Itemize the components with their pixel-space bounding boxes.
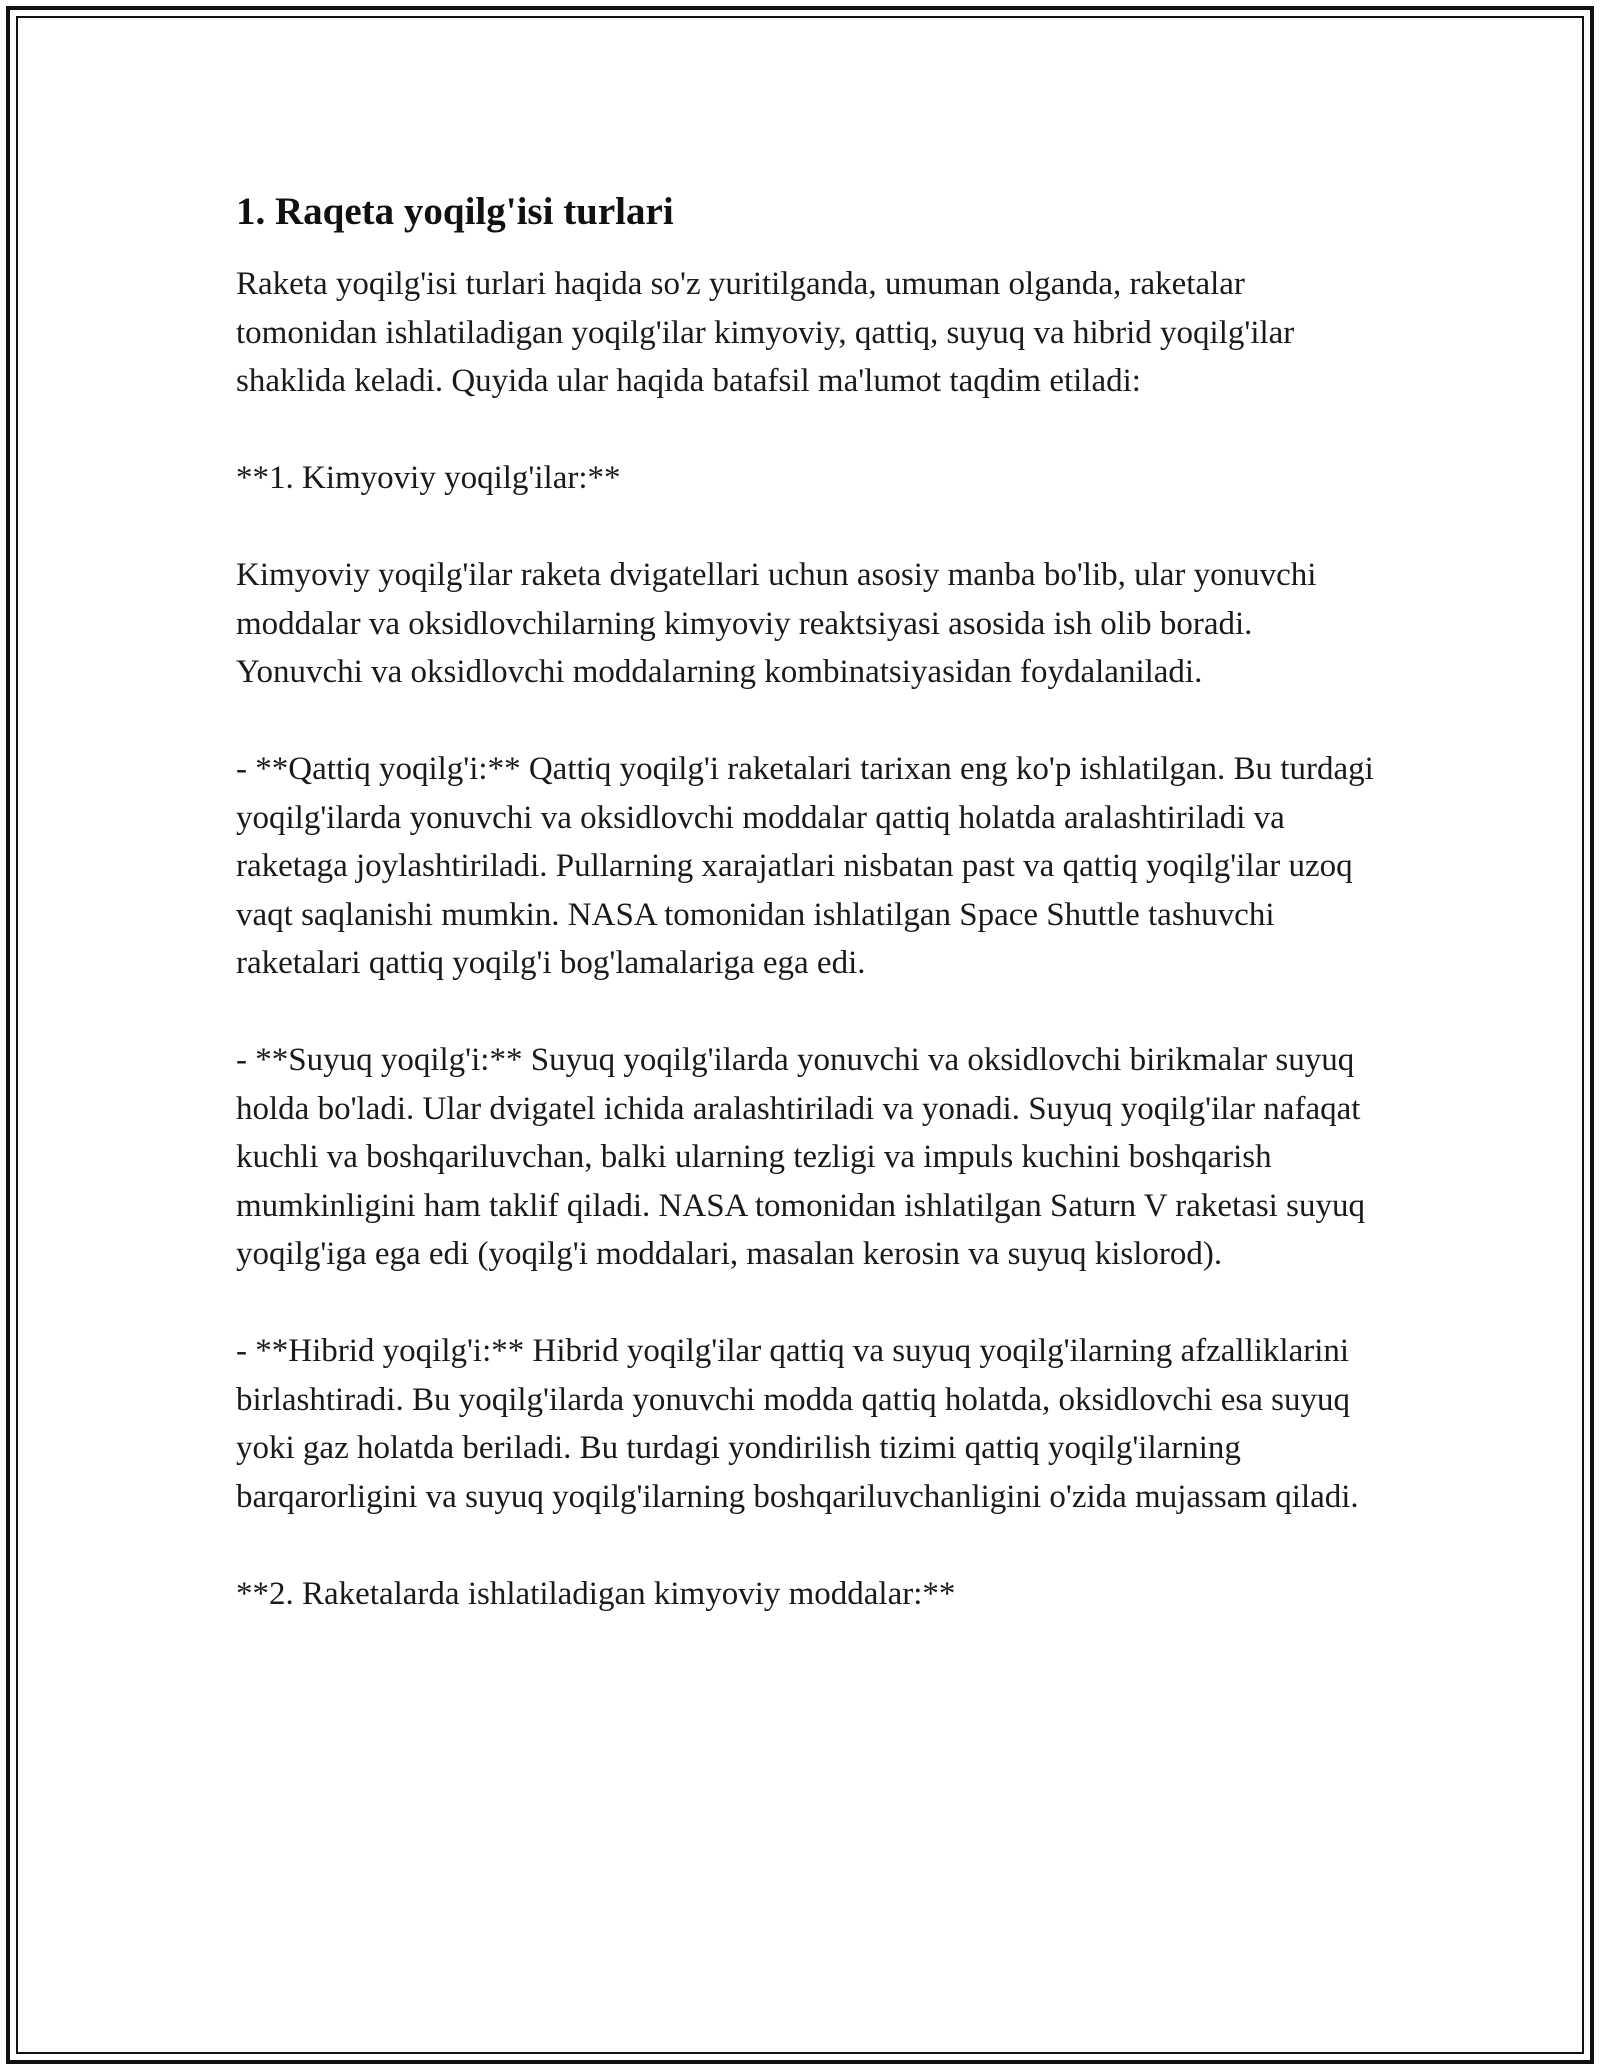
- subheading-chemical-substances: **2. Raketalarda ishlatiladigan kimyoviy moddalar:**: [236, 1575, 956, 1612]
- chemical-fuels-paragraph: Kimyoviy yoqilg'ilar raketa dvigatellari uchun asosiy manba bo'lib, ular yonuvchi moddalar va oksidlovchilarning kimyoviy reaktsiyasi asosida ish olib boradi. Yonuvchi va oksidlovchi moddalarning kombinatsiyasidan foydalaniladi.: [236, 557, 1317, 690]
- hybrid-fuel-paragraph: - **Hibrid yoqilg'i:** Hibrid yoqilg'ilar qattiq va suyuq yoqilg'ilarning afzalliklarini birlashtiradi. Bu yoqilg'ilarda yonuvchi modda qattiq holatda, oksidlovchi esa suyuq yoki gaz holatda beriladi. Bu turdagi yondirilish tizimi qattiq yoqilg'ilarning barqarorligini va suyuq yoqilg'ilarning boshqariluvchanligini o'zida mujassam qiladi.: [236, 1333, 1359, 1515]
- section-heading: 1. Raqeta yoqilg'isi turlari: [236, 190, 674, 233]
- liquid-fuel-paragraph: - **Suyuq yoqilg'i:** Suyuq yoqilg'ilarda yonuvchi va oksidlovchi birikmalar suyuq holda bo'ladi. Ular dvigatel ichida aralashtiriladi va yonadi. Suyuq yoqilg'ilar nafaqat kuchli va boshqariluvchan, balki ularning tezligi va impuls kuchini boshqarish mumkinligini ham taklif qiladi. NASA tomonidan ishlatilgan Saturn V raketasi suyuq yoqilg'iga ega edi (yoqilg'i moddalari, masalan kerosin va suyuq kislorod).: [236, 1042, 1365, 1272]
- intro-paragraph: Raketa yoqilg'isi turlari haqida so'z yuritilganda, umuman olganda, raketalar tomonidan ishlatiladigan yoqilg'ilar kimyoviy, qattiq, suyuq va hibrid yoqilg'ilar shaklida keladi. Quyida ular haqida batafsil ma'lumot taqdim etiladi:: [236, 266, 1295, 399]
- document-body: [236, 186, 1376, 1667]
- solid-fuel-paragraph: - **Qattiq yoqilg'i:** Qattiq yoqilg'i raketalari tarixan eng ko'p ishlatilgan. Bu turdagi yoqilg'ilarda yonuvchi va oksidlovchi moddalar qattiq holatda aralashtiriladi va raketaga joylashtiriladi. Pullarning xarajatlari nisbatan past va qattiq yoqilg'ilar uzoq vaqt saqlanishi mumkin. NASA tomonidan ishlatilgan Space Shuttle tashuvchi raketalari qattiq yoqilg'i bog'lamalariga ega edi.: [236, 751, 1374, 981]
- subheading-chemical-fuels: **1. Kimyoviy yoqilg'ilar:**: [236, 460, 621, 496]
